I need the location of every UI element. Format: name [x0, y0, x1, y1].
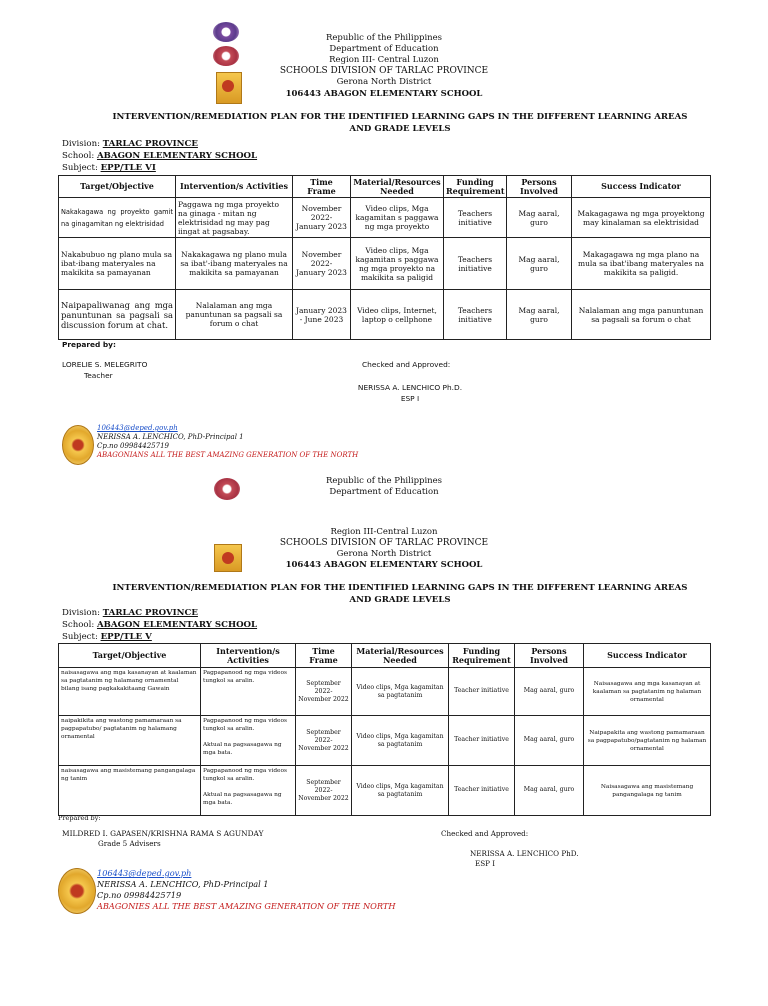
- cell: Teacher initiative: [449, 766, 515, 816]
- cell: Naisasagawa ang masistemang pangangalaga ng tanim: [584, 766, 711, 816]
- footer-email-link[interactable]: 106443@deped.gov.ph: [97, 424, 178, 432]
- republic-line: Republic of the Philippines: [325, 476, 443, 486]
- cell: November 2022- January 2023: [293, 198, 351, 238]
- table-row: [59, 716, 711, 766]
- cell: Nalalaman ang mga panuntunan sa pagsali sa forum o chat: [176, 290, 293, 340]
- cell: Naipapakita ang wastong pamamaraan sa pagpapatubo/pagtatanim ng halaman ornamental: [584, 716, 711, 766]
- plan-title: INTERVENTION/REMEDIATION PLAN FOR THE IDENTIFIED LEARNING GAPS IN THE DIFFERENT LEARNING AREAS: [112, 583, 688, 593]
- activity-2: Aktual na pagsasagawa ng mga bata.: [203, 792, 282, 806]
- plan-table: [58, 643, 711, 816]
- activity-1: Pagpapanood ng mga videos tungkol sa aralin.: [203, 718, 287, 732]
- cell: Mag aaral, guro: [507, 238, 572, 290]
- cell: Video clips, Mga kagamitan s paggawa ng mga proyekto: [351, 198, 444, 238]
- school-line: 106443 ABAGON ELEMENTARY SCHOOL: [285, 560, 483, 570]
- activity-2: Aktual na pagsasagawa ng mga bata.: [203, 742, 282, 756]
- cell: Teacher initiative: [449, 716, 515, 766]
- cell: Mag aaral, guro: [515, 668, 584, 716]
- school-seal-icon: [58, 868, 96, 914]
- cell: Video clips, Mga kagamitan sa pagtatanim: [352, 766, 449, 816]
- cell: Mag aaral, guro: [515, 716, 584, 766]
- cell: [201, 716, 296, 766]
- cell: September 2022- November 2022: [296, 668, 352, 716]
- cell: naisasagawa ang mga kasanayan at kaalaman sa pagtatanim ng halamang ornamental bilang isang pagkakakitaang Gawain: [59, 668, 201, 716]
- table-row: [59, 238, 711, 290]
- cell: Teachers initiative: [444, 198, 507, 238]
- district-line: Gerona North District: [336, 549, 432, 559]
- approver-name: NERISSA A. LENCHICO Ph.D.: [357, 383, 463, 392]
- cell: naipakikita ang wastong pamamaraan sa pagpapatubo/ pagtatanim ng halamang ornamental: [59, 716, 201, 766]
- school-field: School: ABAGON ELEMENTARY SCHOOL: [62, 620, 258, 630]
- division-field: Division: TARLAC PROVINCE: [62, 608, 198, 618]
- cell: January 2023 - June 2023: [293, 290, 351, 340]
- col-funding: Funding Requirement: [444, 176, 507, 198]
- table-row: [59, 766, 711, 816]
- cell: Pagpapanood ng mga videos tungkol sa aralin.: [201, 668, 296, 716]
- approver-role: ESP I: [475, 859, 496, 868]
- cell: September 2022- November 2022: [296, 766, 352, 816]
- school-seal-icon: [62, 425, 94, 465]
- school-field: School: ABAGON ELEMENTARY SCHOOL: [62, 151, 258, 161]
- preparer-name: MILDRED I. GAPASEN/KRISHNA RAMA S AGUNDAY: [62, 829, 264, 838]
- cell: Makagagawa ng mga proyektong may kinalaman sa elektrisidad: [572, 198, 711, 238]
- col-success: Success Indicator: [584, 644, 711, 668]
- checked-label: Checked and Approved:: [441, 829, 529, 838]
- division-field: Division: TARLAC PROVINCE: [62, 139, 198, 149]
- republic-line: Republic of the Philippines: [325, 33, 443, 43]
- cell: Naisasagawa ang mga kasanayan at kaalaman sa pagtatanim ng halaman ornamental: [584, 668, 711, 716]
- col-target: Target/Objective: [59, 176, 176, 198]
- cell: September 2022- November 2022: [296, 716, 352, 766]
- col-target: Target/Objective: [59, 644, 201, 668]
- prepared-by-label: Prepared by:: [58, 814, 101, 822]
- subject-field: Subject: EPP/TLE VI: [62, 163, 156, 173]
- plan-table: [58, 175, 711, 340]
- col-materials: Material/Resources Needed: [351, 176, 444, 198]
- col-persons: Persons Involved: [507, 176, 572, 198]
- footer-principal: NERISSA A. LENCHICO, PhD-Principal 1: [97, 433, 244, 441]
- table-row: [59, 668, 711, 716]
- footer-phone: Cp.no 09984425719: [97, 442, 169, 450]
- approver-name: NERISSA A. LENCHICO PhD.: [470, 849, 579, 858]
- table-header: [59, 176, 711, 198]
- footer-phone: Cp.no 09984425719: [97, 890, 182, 900]
- cell: Paggawa ng mga proyekto na ginaga - mitan ng elektrisidad ng may pag iingat at pagsabay.: [176, 198, 293, 238]
- approver-role: ESP I: [400, 394, 420, 403]
- preparer-role: Grade 5 Advisers: [98, 839, 161, 848]
- cell: Nakakagawa ng plano mula sa ibat'-ibang materyales na makikita sa pamayanan: [176, 238, 293, 290]
- col-persons: Persons Involved: [515, 644, 584, 668]
- plan-title-2: AND GRADE LEVELS: [349, 124, 451, 134]
- department-line: Department of Education: [329, 487, 439, 497]
- district-line: Gerona North District: [336, 77, 432, 87]
- cell: Mag aaral, guro: [515, 766, 584, 816]
- cell: naisasagawa ang masistemang pangangalaga ng tanim: [59, 766, 201, 816]
- department-line: Department of Education: [329, 44, 439, 54]
- division-line: SCHOOLS DIVISION OF TARLAC PROVINCE: [279, 538, 489, 548]
- cell: Teacher initiative: [449, 668, 515, 716]
- cell: Nakakagawa ng proyekto gamit na ginagamitan ng elektrisidad: [59, 198, 176, 238]
- cell: Nalalaman ang mga panuntunan sa pagsali sa forum o chat: [572, 290, 711, 340]
- cell: Mag aaral, guro: [507, 290, 572, 340]
- footer-email-link[interactable]: 106443@deped.gov.ph: [97, 868, 192, 878]
- school-line: 106443 ABAGON ELEMENTARY SCHOOL: [285, 89, 483, 99]
- col-intervention: Intervention/s Activities: [176, 176, 293, 198]
- region-line: Region III- Central Luzon: [329, 55, 439, 65]
- col-time: Time Frame: [293, 176, 351, 198]
- prepared-by-label: Prepared by:: [62, 340, 116, 349]
- cell: Video clips, Mga kagamitan sa pagtatanim: [352, 716, 449, 766]
- table-row: [59, 198, 711, 238]
- col-funding: Funding Requirement: [449, 644, 515, 668]
- subject-field: Subject: EPP/TLE V: [62, 632, 152, 642]
- region-line: Region III-Central Luzon: [330, 527, 438, 537]
- cell: [201, 766, 296, 816]
- cell: Nakabubuo ng plano mula sa ibat-ibang materyales na makikita sa pamayanan: [59, 238, 176, 290]
- footer-motto: ABAGONIES ALL THE BEST AMAZING GENERATION OF THE NORTH: [97, 901, 396, 911]
- col-success: Success Indicator: [572, 176, 711, 198]
- footer-principal: NERISSA A. LENCHICO, PhD-Principal 1: [97, 879, 269, 889]
- cell: Naipapaliwanag ang mga panuntunan sa pagsali sa discussion forum at chat.: [59, 290, 176, 340]
- plan-title: INTERVENTION/REMEDIATION PLAN FOR THE IDENTIFIED LEARNING GAPS IN THE DIFFERENT LEARNING AREAS: [112, 112, 688, 122]
- cell: Mag aaral, guro: [507, 198, 572, 238]
- table-header: [59, 644, 711, 668]
- preparer-role: Teacher: [84, 371, 113, 380]
- activity-1: Pagpapanood ng mga videos tungkol sa aralin.: [203, 768, 287, 782]
- col-materials: Material/Resources Needed: [352, 644, 449, 668]
- cell: Makagagawa ng mga plano na mula sa ibat'ibang materyales na makikita sa paligid.: [572, 238, 711, 290]
- col-intervention: Intervention/s Activities: [201, 644, 296, 668]
- cell: Video clips, Mga kagamitan s paggawa ng mga proyekto na makikita sa paligid: [351, 238, 444, 290]
- table-row: [59, 290, 711, 340]
- cell: Teachers initiative: [444, 238, 507, 290]
- division-line: SCHOOLS DIVISION OF TARLAC PROVINCE: [279, 66, 489, 76]
- cell: Video clips, Internet, laptop o cellphone: [351, 290, 444, 340]
- cell: Video clips, Mga kagamitan sa pagtatanim: [352, 668, 449, 716]
- footer-motto: ABAGONIANS ALL THE BEST AMAZING GENERATION OF THE NORTH: [97, 451, 359, 459]
- col-time: Time Frame: [296, 644, 352, 668]
- preparer-name: LORELIE S. MELEGRITO: [62, 360, 148, 369]
- cell: Teachers initiative: [444, 290, 507, 340]
- plan-title-2: AND GRADE LEVELS: [349, 595, 451, 605]
- cell: November 2022- January 2023: [293, 238, 351, 290]
- checked-label: Checked and Approved:: [362, 360, 451, 369]
